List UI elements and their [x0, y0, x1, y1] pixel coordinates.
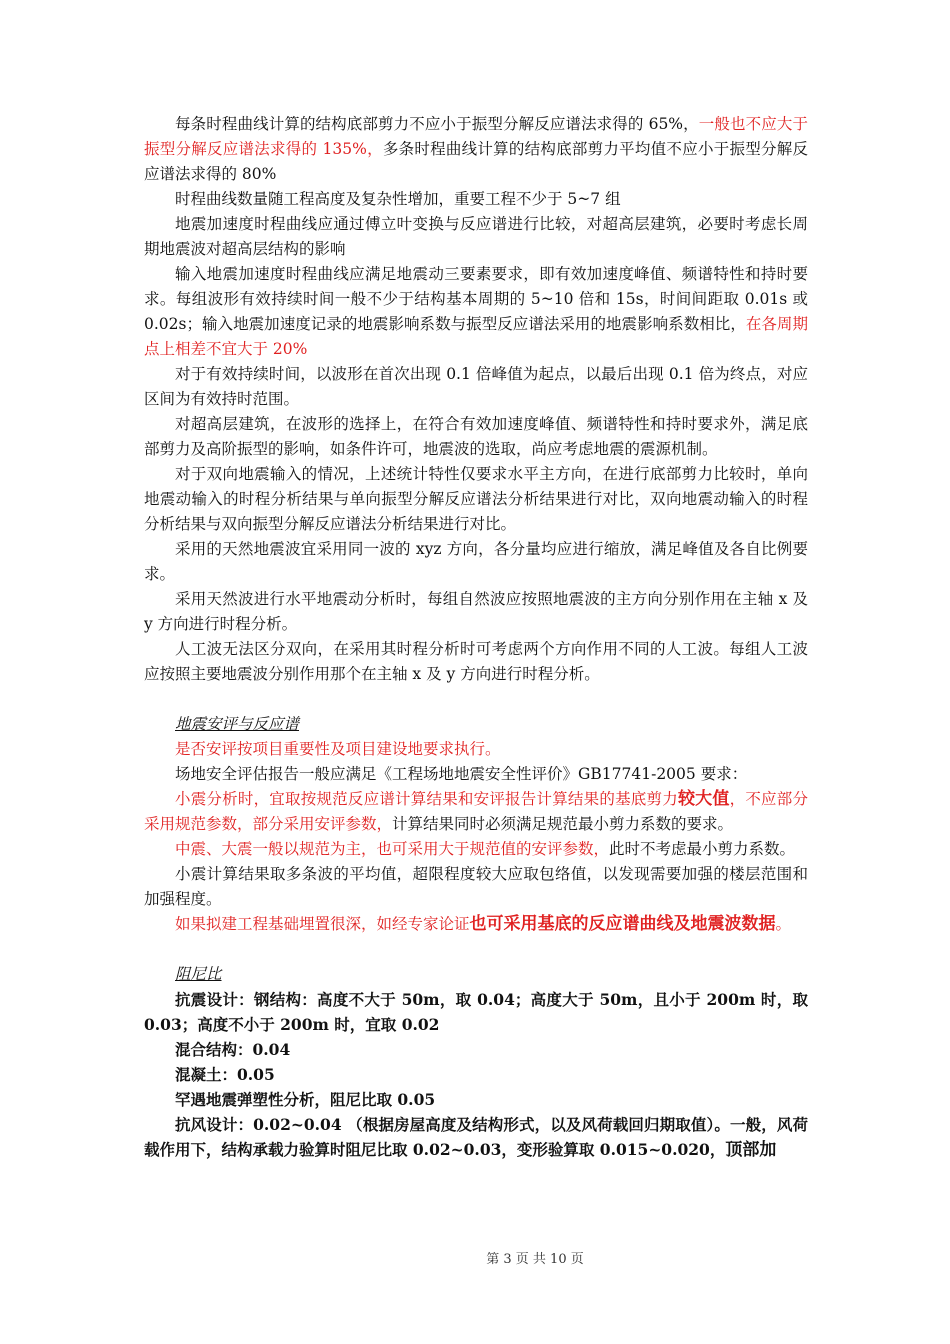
emphasized-text: 较大值 [677, 789, 730, 809]
emphasized-text: 顶部加 [725, 1140, 777, 1160]
paragraph-text: 此时不考虑最小剪力系数。 [609, 840, 796, 858]
paragraph: 抗震设计：钢结构：高度不大于 50m，取 0.04；高度大于 50m，且小于 200m 时，取 0.03；高度不小于 200m 时，宜取 0.02 [144, 990, 808, 1034]
paragraph: 混合结构：0.04 [175, 1040, 291, 1059]
highlighted-text: 。 [775, 915, 792, 933]
paragraph-text: 抗风设计：0.02~0.04 （根据房屋高度及结构形式，以及风荷载回归期取值）。一般，风荷载作用下，结构承载力验算时阻尼比取 0.02~0.03，变形验算取 0.015~0.020， [144, 1115, 808, 1159]
paragraph: 场地安全评估报告一般应满足《工程场地地震安全性评价》GB17741-2005 要求： [175, 765, 748, 783]
paragraph-text: 多条时程曲线计算的结构底部剪力平均值不应小于振型分解反应谱法求得的 80% [144, 140, 808, 183]
page-content [144, 112, 808, 1163]
highlighted-text: 在各周期点上相差不宜大于 20% [144, 315, 808, 358]
highlighted-text: 如果拟建工程基础埋置很深，如经专家论证 [175, 915, 470, 933]
paragraph: 小震计算结果取多条波的平均值，超限程度较大应取包络值，以发现需要加强的楼层范围和加强程度。 [144, 865, 808, 908]
paragraph: 对超高层建筑，在波形的选择上，在符合有效加速度峰值、频谱特性和持时要求外，满足底部剪力及高阶振型的影响，如条件许可，地震波的选取，尚应考虑地震的震源机制。 [144, 415, 808, 458]
paragraph: 是否安评按项目重要性及项目建设地要求执行。 [175, 740, 501, 758]
page-number: 第 3 页 共 10 页 [486, 1252, 584, 1267]
spacer [144, 937, 808, 962]
paragraph [144, 912, 808, 937]
paragraph: 对于有效持续时间，以波形在首次出现 0.1 倍峰值为起点，以最后出现 0.1 倍为终点，对应区间为有效持时范围。 [144, 365, 808, 408]
paragraph: 采用天然波进行水平地震动分析时，每组自然波应按照地震波的主方向分别作用在主轴 x 及 y 方向进行时程分析。 [144, 590, 808, 633]
paragraph [144, 262, 808, 362]
spacer [144, 687, 808, 712]
paragraph-text: 计算结果同时必须满足规范最小剪力系数的要求。 [392, 815, 734, 833]
section-heading-damping-ratio: 阻尼比 [175, 965, 222, 983]
section-heading-seismic-assessment: 地震安评与反应谱 [175, 715, 300, 733]
paragraph: 罕遇地震弹塑性分析，阻尼比取 0.05 [175, 1090, 436, 1109]
highlighted-text: 小震分析时，宜取按规范反应谱计算结果和安评报告计算结果的基底剪力 [175, 790, 678, 808]
highlighted-text: 中震、大震一般以规范为主，也可采用大于规范值的安评参数， [175, 840, 610, 858]
highlighted-text: 一般也不应大于振型分解反应谱法求得的 135%， [144, 115, 808, 158]
paragraph: 时程曲线数量随工程高度及复杂性增加，重要工程不少于 5~7 组 [175, 190, 621, 208]
paragraph-text: 输入地震加速度时程曲线应满足地震动三要素要求，即有效加速度峰值、频谱特性和持时要求。每组波形有效持续时间一般不少于结构基本周期的 5~10 倍和 15s，时间间距取 0.01s 或 0.02s；输入地震加速度记录的地震影响系数与振型反应谱法采用的地震影响系数相比， [144, 265, 808, 333]
paragraph: 混凝土：0.05 [175, 1065, 275, 1084]
highlighted-text: ，不应部分采用规范参数，部分采用安评参数， [144, 790, 808, 833]
paragraph [144, 112, 808, 187]
paragraph: 对于双向地震输入的情况，上述统计特性仅要求水平主方向，在进行底部剪力比较时，单向地震动输入的时程分析结果与单向振型分解反应谱法分析结果进行对比，双向地震动输入的时程分析结果与双向振型分解反应谱法分析结果进行对比。 [144, 465, 808, 533]
paragraph: 采用的天然地震波宜采用同一波的 xyz 方向，各分量均应进行缩放，满足峰值及各自比例要求。 [144, 540, 808, 583]
paragraph: 人工波无法区分双向，在采用其时程分析时可考虑两个方向作用不同的人工波。每组人工波应按照主要地震波分别作用那个在主轴 x 及 y 方向进行时程分析。 [144, 640, 808, 683]
emphasized-text: 也可采用基底的反应谱曲线及地震波数据 [469, 914, 776, 934]
paragraph-text: 每条时程曲线计算的结构底部剪力不应小于振型分解反应谱法求得的 65%， [175, 115, 699, 133]
paragraph [144, 1112, 808, 1163]
paragraph [144, 787, 808, 837]
paragraph [144, 837, 808, 862]
paragraph: 地震加速度时程曲线应通过傅立叶变换与反应谱进行比较，对超高层建筑，必要时考虑长周期地震波对超高层结构的影响 [144, 215, 808, 258]
